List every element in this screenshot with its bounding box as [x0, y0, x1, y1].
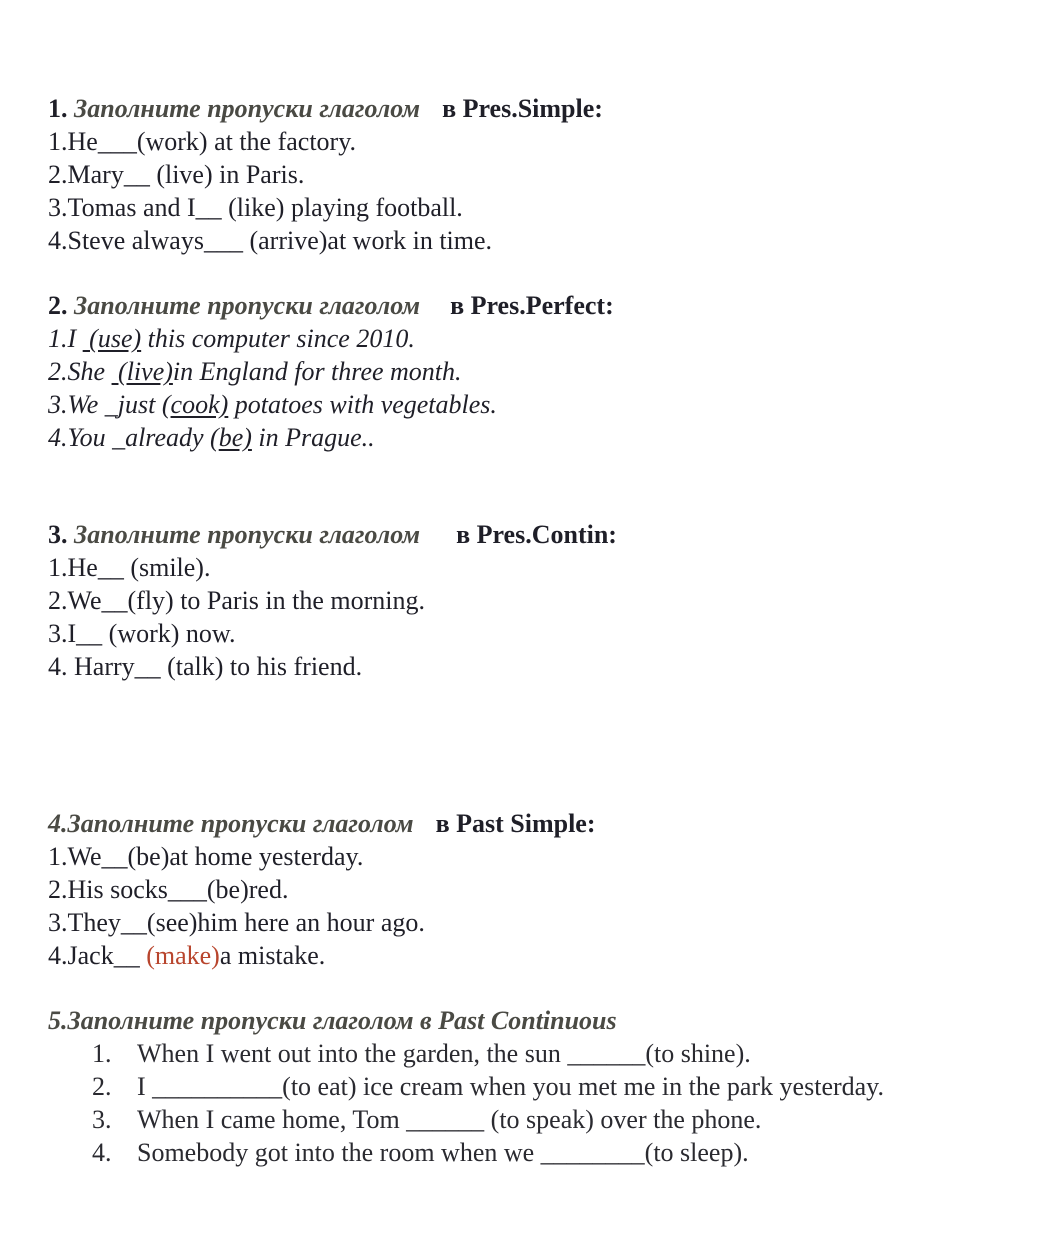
exercise-instruction: 5.Заполните пропуски глаголом в Past Continuous [48, 1006, 617, 1035]
list-item: 4.Steve always___ (arrive)at work in time. [48, 226, 493, 255]
exercise-4-heading [48, 807, 1008, 840]
exercise-3-heading [48, 518, 1008, 551]
list-text: Somebody got into the room when we ________(to sleep). [137, 1138, 749, 1167]
worksheet [48, 92, 1008, 1169]
exercise-number: 2. [48, 291, 68, 320]
list-number: 2. [92, 1072, 112, 1101]
list-item: 3.We _just (cook) potatoes with vegetables. [48, 390, 497, 419]
exercise-5 [48, 1004, 1008, 1169]
underlined-verb: (use) [82, 324, 142, 353]
list-item [48, 1037, 1008, 1070]
underlined-verb: be) [218, 423, 252, 452]
list-item: 1.He__ (smile). [48, 553, 211, 582]
list-item: 3.They__(see)him here an hour ago. [48, 908, 425, 937]
exercise-number: 3. [48, 520, 68, 549]
exercise-instruction: 4.Заполните пропуски глаголом [48, 809, 414, 838]
exercise-tense: в Pres.Simple: [442, 94, 603, 123]
list-number: 3. [92, 1105, 112, 1134]
exercise-tense: в Pres.Contin: [456, 520, 617, 549]
list-item: 3.Tomas and I__ (like) playing football. [48, 193, 463, 222]
exercise-instruction: Заполните пропуски глаголом [74, 94, 421, 123]
list-text: I __________(to eat) ice cream when you met me in the park yesterday. [137, 1072, 884, 1101]
list-text: When I came home, Tom ______ (to speak) over the phone. [137, 1105, 762, 1134]
exercise-instruction: Заполните пропуски глаголом [74, 520, 421, 549]
list-number: 1. [92, 1039, 112, 1068]
list-item: 1.We__(be)at home yesterday. [48, 842, 364, 871]
list-item: 4.Jack__ (make)a mistake. [48, 941, 326, 970]
highlighted-verb: (make) [146, 941, 220, 970]
underlined-verb: (live) [111, 357, 173, 386]
exercise-3 [48, 518, 1008, 683]
exercise-instruction: Заполните пропуски глаголом [74, 291, 421, 320]
list-item: 4.You _already (be) in Prague.. [48, 423, 375, 452]
list-item [48, 1136, 1008, 1169]
list-item: 1.He___(work) at the factory. [48, 127, 357, 156]
exercise-1 [48, 92, 1008, 257]
list-text: When I went out into the garden, the sun ______(to shine). [137, 1039, 751, 1068]
exercise-1-heading [48, 92, 1008, 125]
list-item: 1.I (use) this computer since 2010. [48, 324, 415, 353]
exercise-number: 1. [48, 94, 68, 123]
list-item [48, 1103, 1008, 1136]
exercise-tense: в Past Simple: [435, 809, 596, 838]
exercise-tense: в Pres.Perfect: [450, 291, 614, 320]
list-item [48, 1070, 1008, 1103]
list-number: 4. [92, 1138, 112, 1167]
list-item: 2.She (live)in England for three month. [48, 357, 462, 386]
list-item: 2.His socks___(be)red. [48, 875, 289, 904]
exercise-2-heading [48, 289, 1008, 322]
exercise-4 [48, 807, 1008, 972]
list-item: 2.We__(fly) to Paris in the morning. [48, 586, 426, 615]
list-item: 2.Mary__ (live) in Paris. [48, 160, 305, 189]
list-item: 3.I__ (work) now. [48, 619, 236, 648]
exercise-5-heading [48, 1004, 1008, 1037]
list-item: 4. Harry__ (talk) to his friend. [48, 652, 363, 681]
exercise-2 [48, 289, 1008, 454]
underlined-verb: cook) [170, 390, 229, 419]
